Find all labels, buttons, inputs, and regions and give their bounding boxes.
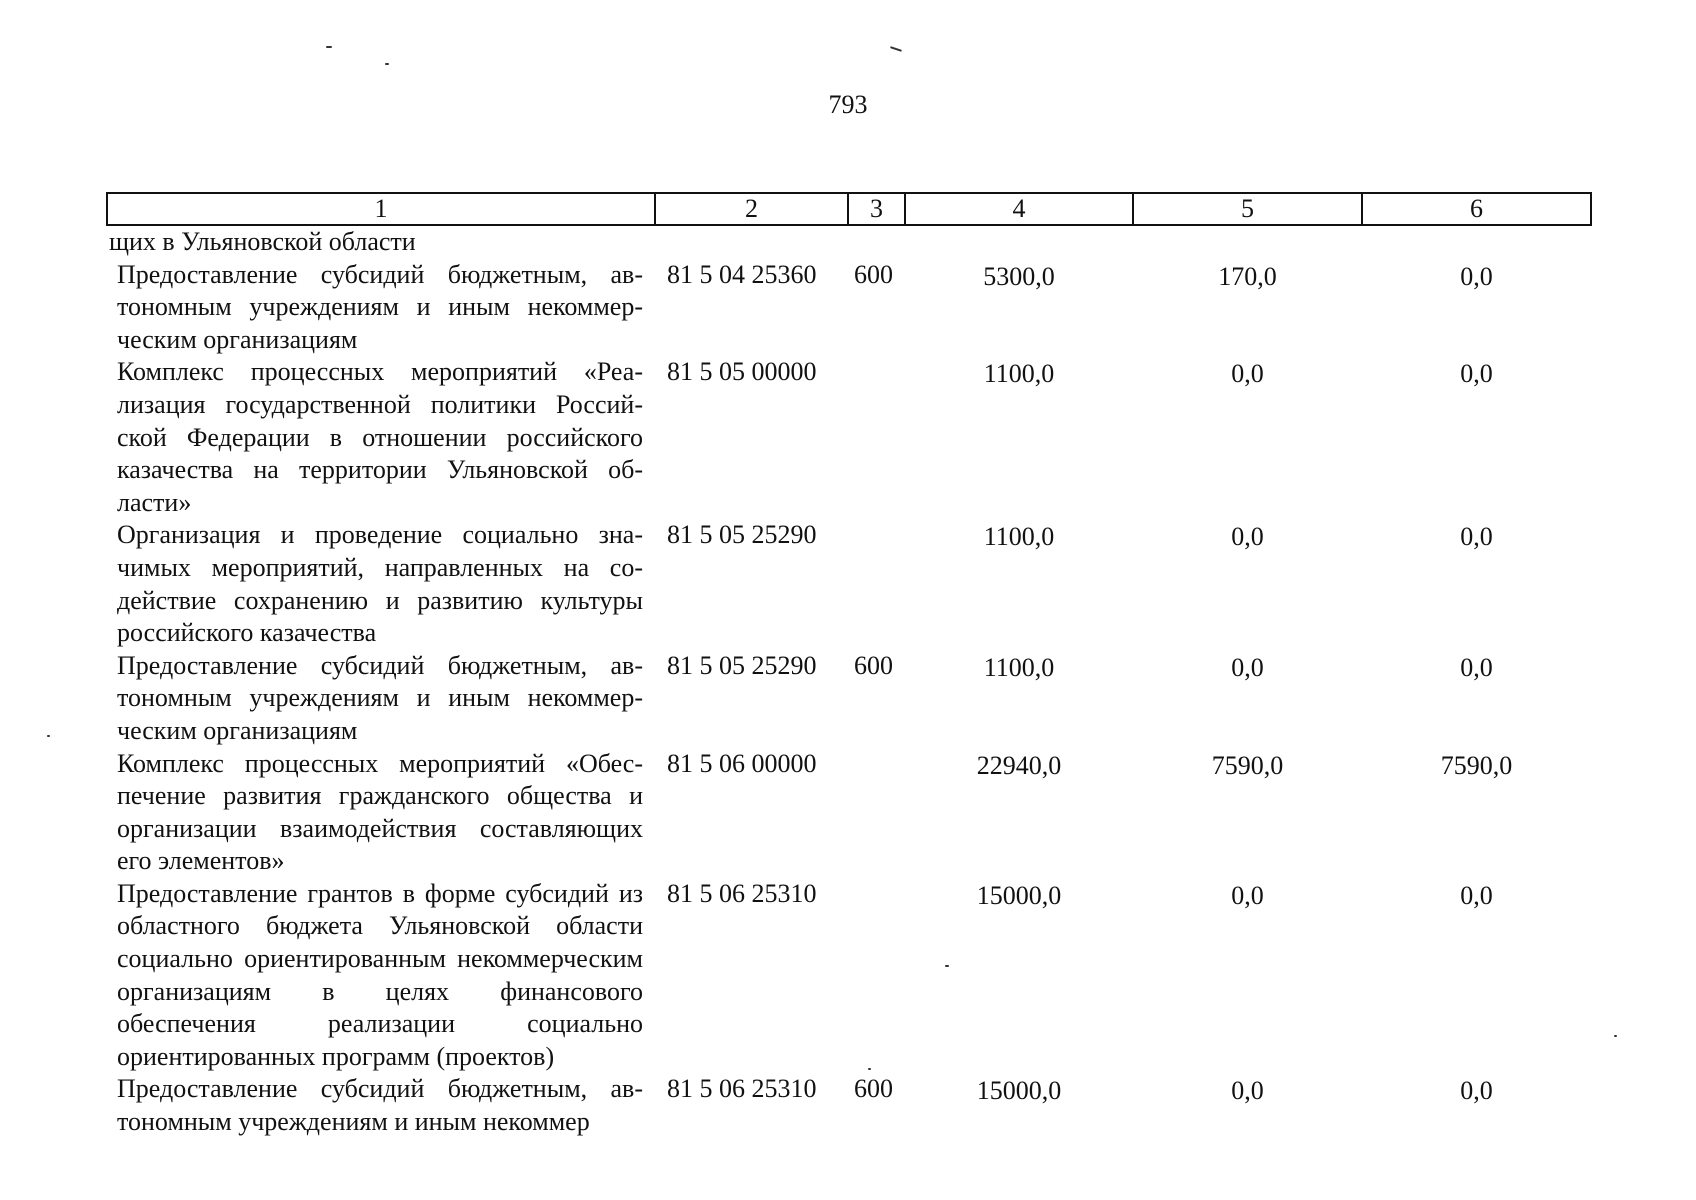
item-value-col4: 15000,0 <box>976 880 1062 910</box>
item-code <box>655 225 848 259</box>
item-expense-type <box>848 225 905 259</box>
item-value-col4: 1100,0 <box>983 359 1055 389</box>
item-code: 81 5 05 25290 <box>667 650 817 680</box>
item-code: 81 5 06 25310 <box>667 878 817 908</box>
item-name: Предоставление субсидий бюджетным, автономным учреждениям и иным некоммер <box>117 1074 643 1137</box>
item-expense-type: 600 <box>854 259 893 289</box>
scan-speck <box>890 46 902 52</box>
scan-speck <box>1614 1035 1617 1037</box>
item-value-col5 <box>1133 225 1362 259</box>
item-expense-type <box>848 878 905 1074</box>
item-value-col5: 0,0 <box>1231 522 1264 552</box>
page-number: 793 <box>828 90 868 119</box>
item-name: щих в Ульяновской области <box>109 227 416 256</box>
item-value-col4: 22940,0 <box>976 750 1062 780</box>
item-code: 81 5 04 25360 <box>667 259 817 289</box>
item-expense-type <box>848 748 905 878</box>
item-expense-type: 600 <box>854 1074 893 1104</box>
scan-speck <box>47 735 50 737</box>
scan-speck <box>385 63 389 65</box>
item-expense-type <box>848 356 905 519</box>
column-number-row <box>107 193 1591 225</box>
column-header: 2 <box>655 193 848 225</box>
item-value-col6: 0,0 <box>1460 522 1493 552</box>
column-header: 6 <box>1362 193 1591 225</box>
item-expense-type: 600 <box>854 650 893 680</box>
item-value-col6: 0,0 <box>1460 261 1493 291</box>
table-row <box>107 356 1591 519</box>
item-value-col6 <box>1362 225 1591 259</box>
item-name: Предоставление субсидий бюджетным, автономным учреждениям и иным некоммерческим организациям <box>117 259 643 354</box>
item-value-col6: 0,0 <box>1460 359 1493 389</box>
item-value-col5: 0,0 <box>1231 1076 1264 1106</box>
scan-speck <box>326 46 332 48</box>
item-name: Комплекс процессных мероприятий «Обеспечение развития гражданского общества и организации взаимодействия составляющих его элементов» <box>117 748 643 876</box>
column-header: 5 <box>1133 193 1362 225</box>
table-row <box>107 650 1591 748</box>
item-code: 81 5 05 00000 <box>667 357 817 387</box>
item-name: Предоставление грантов в форме субсидий из областного бюджета Ульяновской области социально ориентированным некоммерческим организациям в целях финансового обеспечения реализации социально ориентированных программ (проектов) <box>117 878 643 1071</box>
item-code: 81 5 06 00000 <box>667 748 817 778</box>
item-value-col5: 0,0 <box>1231 359 1264 389</box>
item-name: Организация и проведение социально значимых мероприятий, направленных на содействие сохранению и развитию культуры российского казачества <box>117 520 643 648</box>
column-header: 4 <box>905 193 1133 225</box>
item-name: Предоставление субсидий бюджетным, автономным учреждениям и иным некоммерческим организациям <box>117 650 643 745</box>
item-value-col6: 0,0 <box>1460 652 1493 682</box>
item-code: 81 5 06 25310 <box>667 1074 817 1104</box>
table-row <box>107 519 1591 649</box>
item-value-col5: 7590,0 <box>1211 750 1284 780</box>
table-row <box>107 259 1591 357</box>
item-code: 81 5 05 25290 <box>667 520 817 550</box>
item-value-col5: 0,0 <box>1231 652 1264 682</box>
table-row <box>107 878 1591 1074</box>
budget-table <box>106 192 1592 1139</box>
item-value-col6: 7590,0 <box>1440 750 1513 780</box>
item-value-col4: 1100,0 <box>983 522 1055 552</box>
table-row <box>107 748 1591 878</box>
item-name: Комплекс процессных мероприятий «Реализация государственной политики Российской Федерации в отношении российского казачества на территории Ульяновской области» <box>117 357 643 517</box>
item-value-col6: 0,0 <box>1460 1076 1493 1106</box>
table-row <box>107 225 1591 259</box>
item-value-col4: 15000,0 <box>976 1076 1062 1106</box>
item-value-col5: 0,0 <box>1231 880 1264 910</box>
column-header: 1 <box>107 193 655 225</box>
column-header: 3 <box>848 193 905 225</box>
item-value-col6: 0,0 <box>1460 880 1493 910</box>
item-value-col4: 1100,0 <box>983 652 1055 682</box>
item-value-col4 <box>905 225 1133 259</box>
item-value-col4: 5300,0 <box>983 261 1055 291</box>
table-row <box>107 1073 1591 1138</box>
item-value-col5: 170,0 <box>1218 261 1277 291</box>
item-expense-type <box>848 519 905 649</box>
